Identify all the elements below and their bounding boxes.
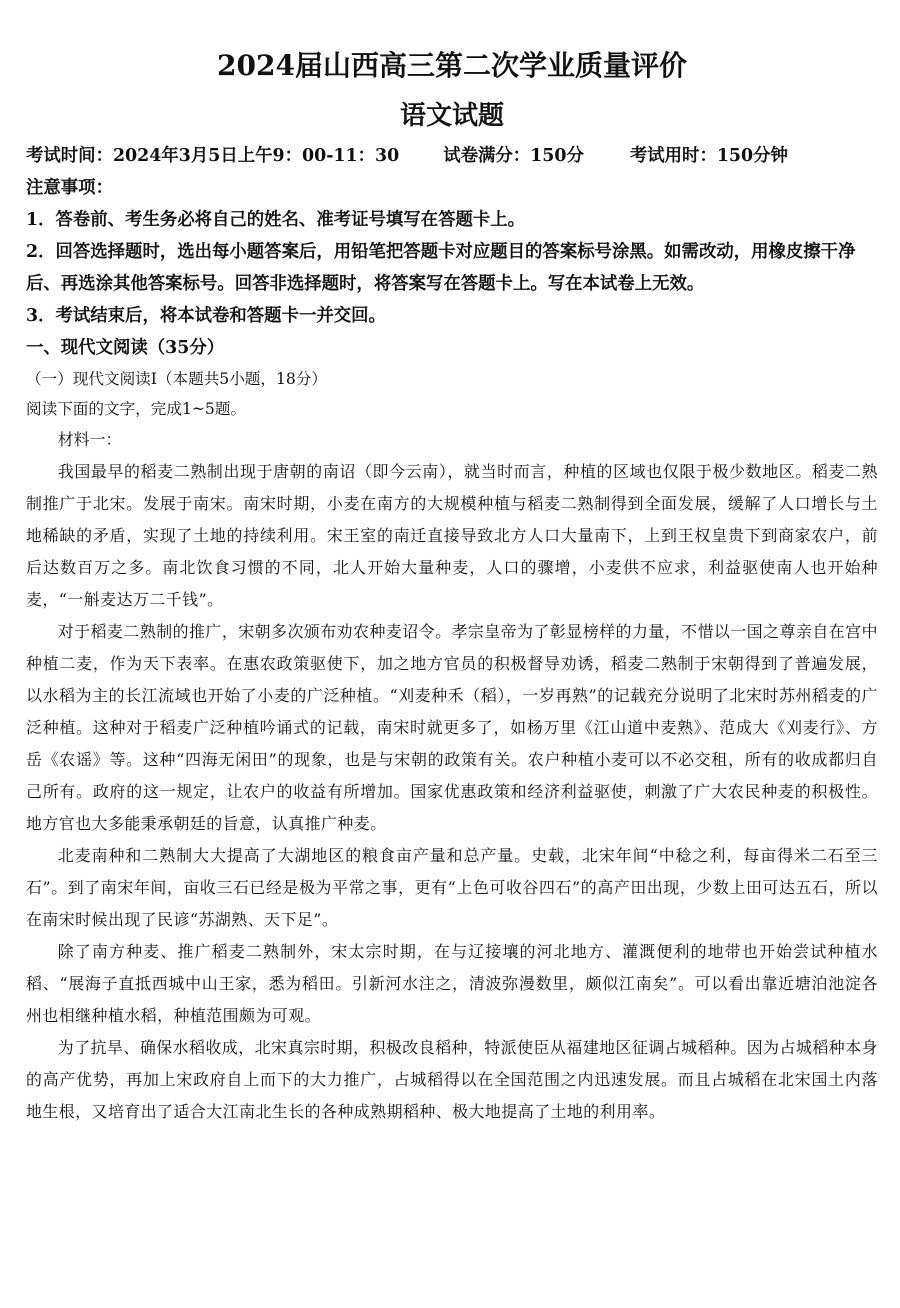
exam-full-score: 试卷满分：150分 bbox=[443, 146, 584, 166]
notice-title: 注意事项： bbox=[26, 178, 113, 198]
notice-item-1: 1．答卷前、考生务必将自己的姓名、准考证号填写在答题卡上。 bbox=[26, 210, 526, 230]
exam-duration: 考试用时：150分钟 bbox=[629, 146, 788, 166]
paragraph-5: 为了抗旱、确保水稻收成，北宋真宗时期，积极改良稻种，特派使臣从福建地区征调占城稻种。因为占城稻种本身的高产优势，再加上宋政府自上而下的大力推广，占城稻得以在全国范围之内迅速发展。而且占城稻在北宋国土内落地生根，又培育出了适合大江南北生长的各种成熟期稻种、极大地提高了土地的利用率。 bbox=[26, 1038, 878, 1121]
subsection-title: （一）现代文阅读Ⅰ（本题共5小题，18分） bbox=[26, 370, 328, 388]
exam-time: 考试时间：2024年3月5日上午9：00-11：30 bbox=[26, 146, 400, 166]
paragraph-3: 北麦南种和二熟制大大提高了大湖地区的粮食亩产量和总产量。史载，北宋年间“中稔之利，每亩得米二石至三石”。到了南宋年间，亩收三石已经是极为平常之事，更有“上色可收谷四石”的高产田出现，少数上田可达五石，所以在南宋时候出现了民谚“苏湖熟、天下足”。 bbox=[26, 846, 878, 929]
paragraph-4: 除了南方种麦、推广稻麦二熟制外，宋太宗时期，在与辽接壤的河北地方、灌溉便利的地带也开始尝试种植水稻、“展海子直抵西城中山王家，悉为稻田。引新河水注之，清波弥漫数里，颇似江南矣”。可以看出靠近塘泊池淀各州也相继种植水稻，种植范围颇为可观。 bbox=[26, 942, 878, 1025]
section-title: 一、现代文阅读（35分） bbox=[26, 338, 225, 358]
document-subtitle: 语文试题 bbox=[399, 101, 504, 131]
paragraph-1: 我国最早的稻麦二熟制出现于唐朝的南诏（即今云南），就当时而言，种植的区域也仅限于极少数地区。稻麦二熟制推广于北宋。发展于南宋。南宋时期，小麦在南方的大规模种植与稻麦二熟制得到全面发展，缓解了人口增长与土地稀缺的矛盾，实现了土地的持续利用。宋王室的南迁直接导致北方人口大量南下，上到王权皇贵下到商家农户，前后达数百万之多。南北饮食习惯的不同，北人开始大量种麦，人口的骤增，小麦供不应求，利益驱使南人也开始种麦，“一斛麦达万二千钱”。 bbox=[26, 462, 878, 609]
material-label: 材料一： bbox=[57, 430, 122, 449]
exam-info-line bbox=[26, 140, 878, 172]
document-title: 2024届山西高三第二次学业质量评价 bbox=[217, 49, 687, 82]
notice-item-2: 2．回答选择题时，选出每小题答案后，用铅笔把答题卡对应题目的答案标号涂黑。如需改动，用橡皮擦干净后、再选涂其他答案标号。回答非选择题时，将答案写在答题卡上。写在本试卷上无效。 bbox=[26, 242, 856, 294]
paragraph-2: 对于稻麦二熟制的推广，宋朝多次颁布劝农种麦诏令。孝宗皇帝为了彰显榜样的力量，不惜以一国之尊亲自在宫中种植二麦，作为天下表率。在惠农政策驱使下，加之地方官员的积极督导劝诱，稻麦二熟制于宋朝得到了普遍发展，以水稻为主的长江流域也开始了小麦的广泛种植。“刈麦种禾（稻），一岁再熟”的记载充分说明了北宋时苏州稻麦的广泛种植。这种对于稻麦广泛种植吟诵式的记载，南宋时就更多了，如杨万里《江山道中麦熟》、范成大《刈麦行》、方岳《农谣》等。这种“四海无闲田”的现象，也是与宋朝的政策有关。农户种植小麦可以不必交租，所有的收成都归自己所有。政府的这一规定，让农户的收益有所增加。国家优惠政策和经济利益驱使，刺激了广大农民种麦的积极性。地方官也大多能秉承朝廷的旨意，认真推广种麦。 bbox=[26, 622, 878, 833]
notice-item-3: 3．考试结束后，将本试卷和答题卡一并交回。 bbox=[26, 306, 386, 326]
reading-instruction: 阅读下面的文字，完成1~5题。 bbox=[26, 400, 247, 418]
